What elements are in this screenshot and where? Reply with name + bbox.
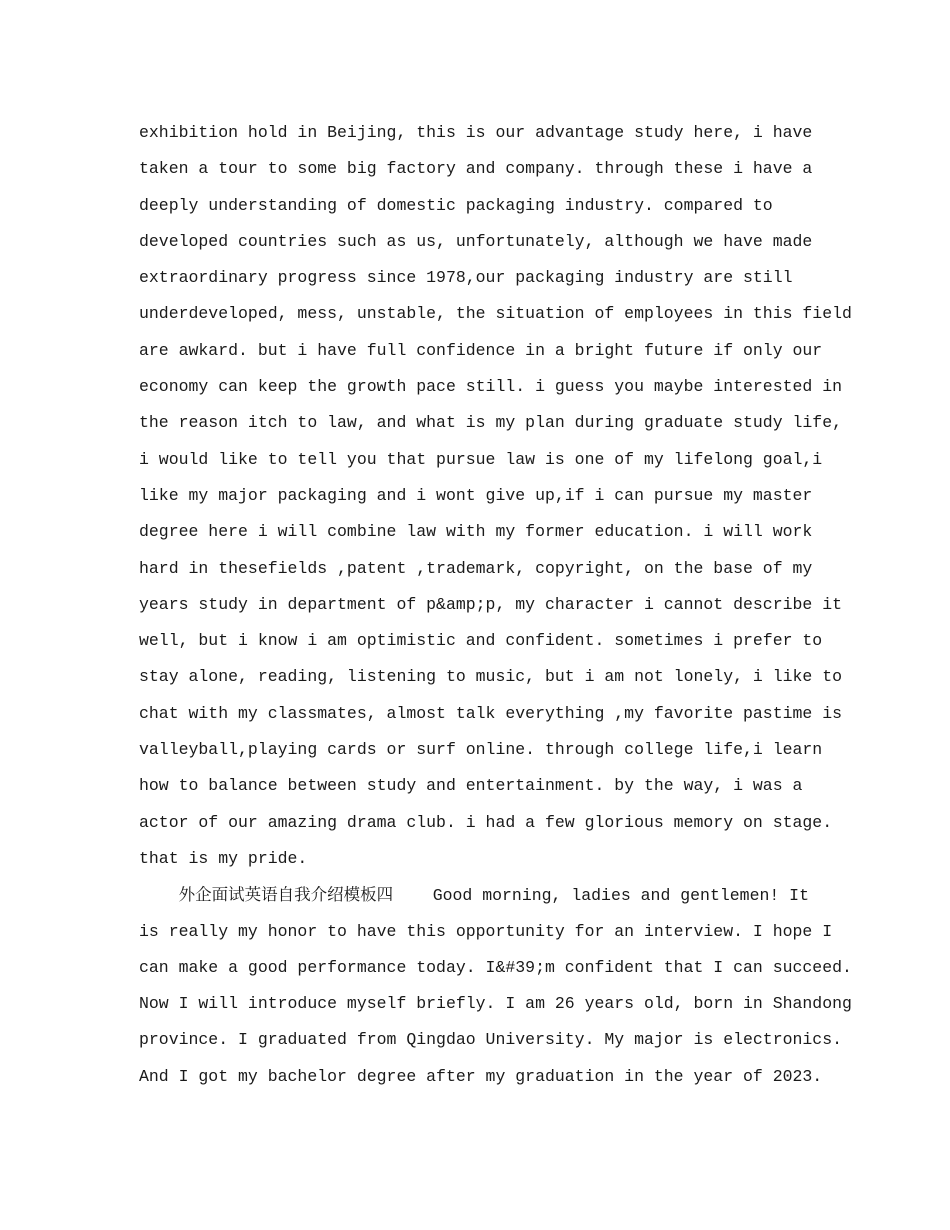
paragraph-line: well, but i know i am optimistic and confident. sometimes i prefer to xyxy=(139,631,823,651)
paragraph-line: underdeveloped, mess, unstable, the situation of employees in this field xyxy=(139,304,852,324)
document-body xyxy=(139,115,852,1095)
paragraph-line: extraordinary progress since 1978,our packaging industry are still xyxy=(139,268,793,288)
section-heading-line xyxy=(139,877,819,913)
paragraph-line: is really my honor to have this opportunity for an interview. I hope I xyxy=(139,921,833,941)
paragraph-line: stay alone, reading, listening to music, but i am not lonely, i like to xyxy=(139,667,843,687)
paragraph-line: exhibition hold in Beijing, this is our advantage study here, i have xyxy=(139,123,813,142)
paragraph-line: developed countries such as us, unfortunately, although we have made xyxy=(139,231,813,251)
paragraph-line: Now I will introduce myself briefly. I am 26 years old, born in Shandong xyxy=(139,994,852,1014)
paragraph-line: economy can keep the growth pace still. i guess you maybe interested in xyxy=(139,377,843,397)
paragraph-line: province. I graduated from Qingdao University. My major is electronics. xyxy=(139,1030,843,1050)
paragraph-line: degree here i will combine law with my former education. i will work xyxy=(139,522,813,542)
paragraph-line: chat with my classmates, almost talk everything ,my favorite pastime is xyxy=(139,703,843,723)
paragraph-line: that is my pride. xyxy=(139,848,308,868)
paragraph-line: And I got my bachelor degree after my graduation in the year of 2023. xyxy=(139,1066,823,1086)
paragraph-line: like my major packaging and i wont give up,if i can pursue my master xyxy=(139,485,813,505)
paragraph-line: how to balance between study and entertainment. by the way, i was a xyxy=(139,776,803,796)
paragraph-line: hard in thesefields ,patent ,trademark, copyright, on the base of my xyxy=(139,558,813,578)
paragraph-line: i would like to tell you that pursue law is one of my lifelong goal,i xyxy=(139,449,823,469)
paragraph-line: deeply understanding of domestic packaging industry. compared to xyxy=(139,195,773,215)
paragraph-line: can make a good performance today. I&#39;m confident that I can succeed. xyxy=(139,957,852,977)
paragraph-line: taken a tour to some big factory and company. through these i have a xyxy=(139,159,813,179)
paragraph-line: years study in department of p&amp;p, my character i cannot describe it xyxy=(139,594,843,614)
paragraph-line: valleyball,playing cards or surf online. through college life,i learn xyxy=(139,740,823,760)
paragraph-line: the reason itch to law, and what is my plan during graduate study life, xyxy=(139,413,843,433)
paragraph-line: are awkard. but i have full confidence in a bright future if only our xyxy=(139,340,823,360)
paragraph-line-start: Good morning, ladies and gentlemen! It xyxy=(432,886,809,906)
section-heading: 外企面试英语自我介绍模板四 xyxy=(178,885,394,905)
paragraph-line: actor of our amazing drama club. i had a few glorious memory on stage. xyxy=(139,812,833,832)
